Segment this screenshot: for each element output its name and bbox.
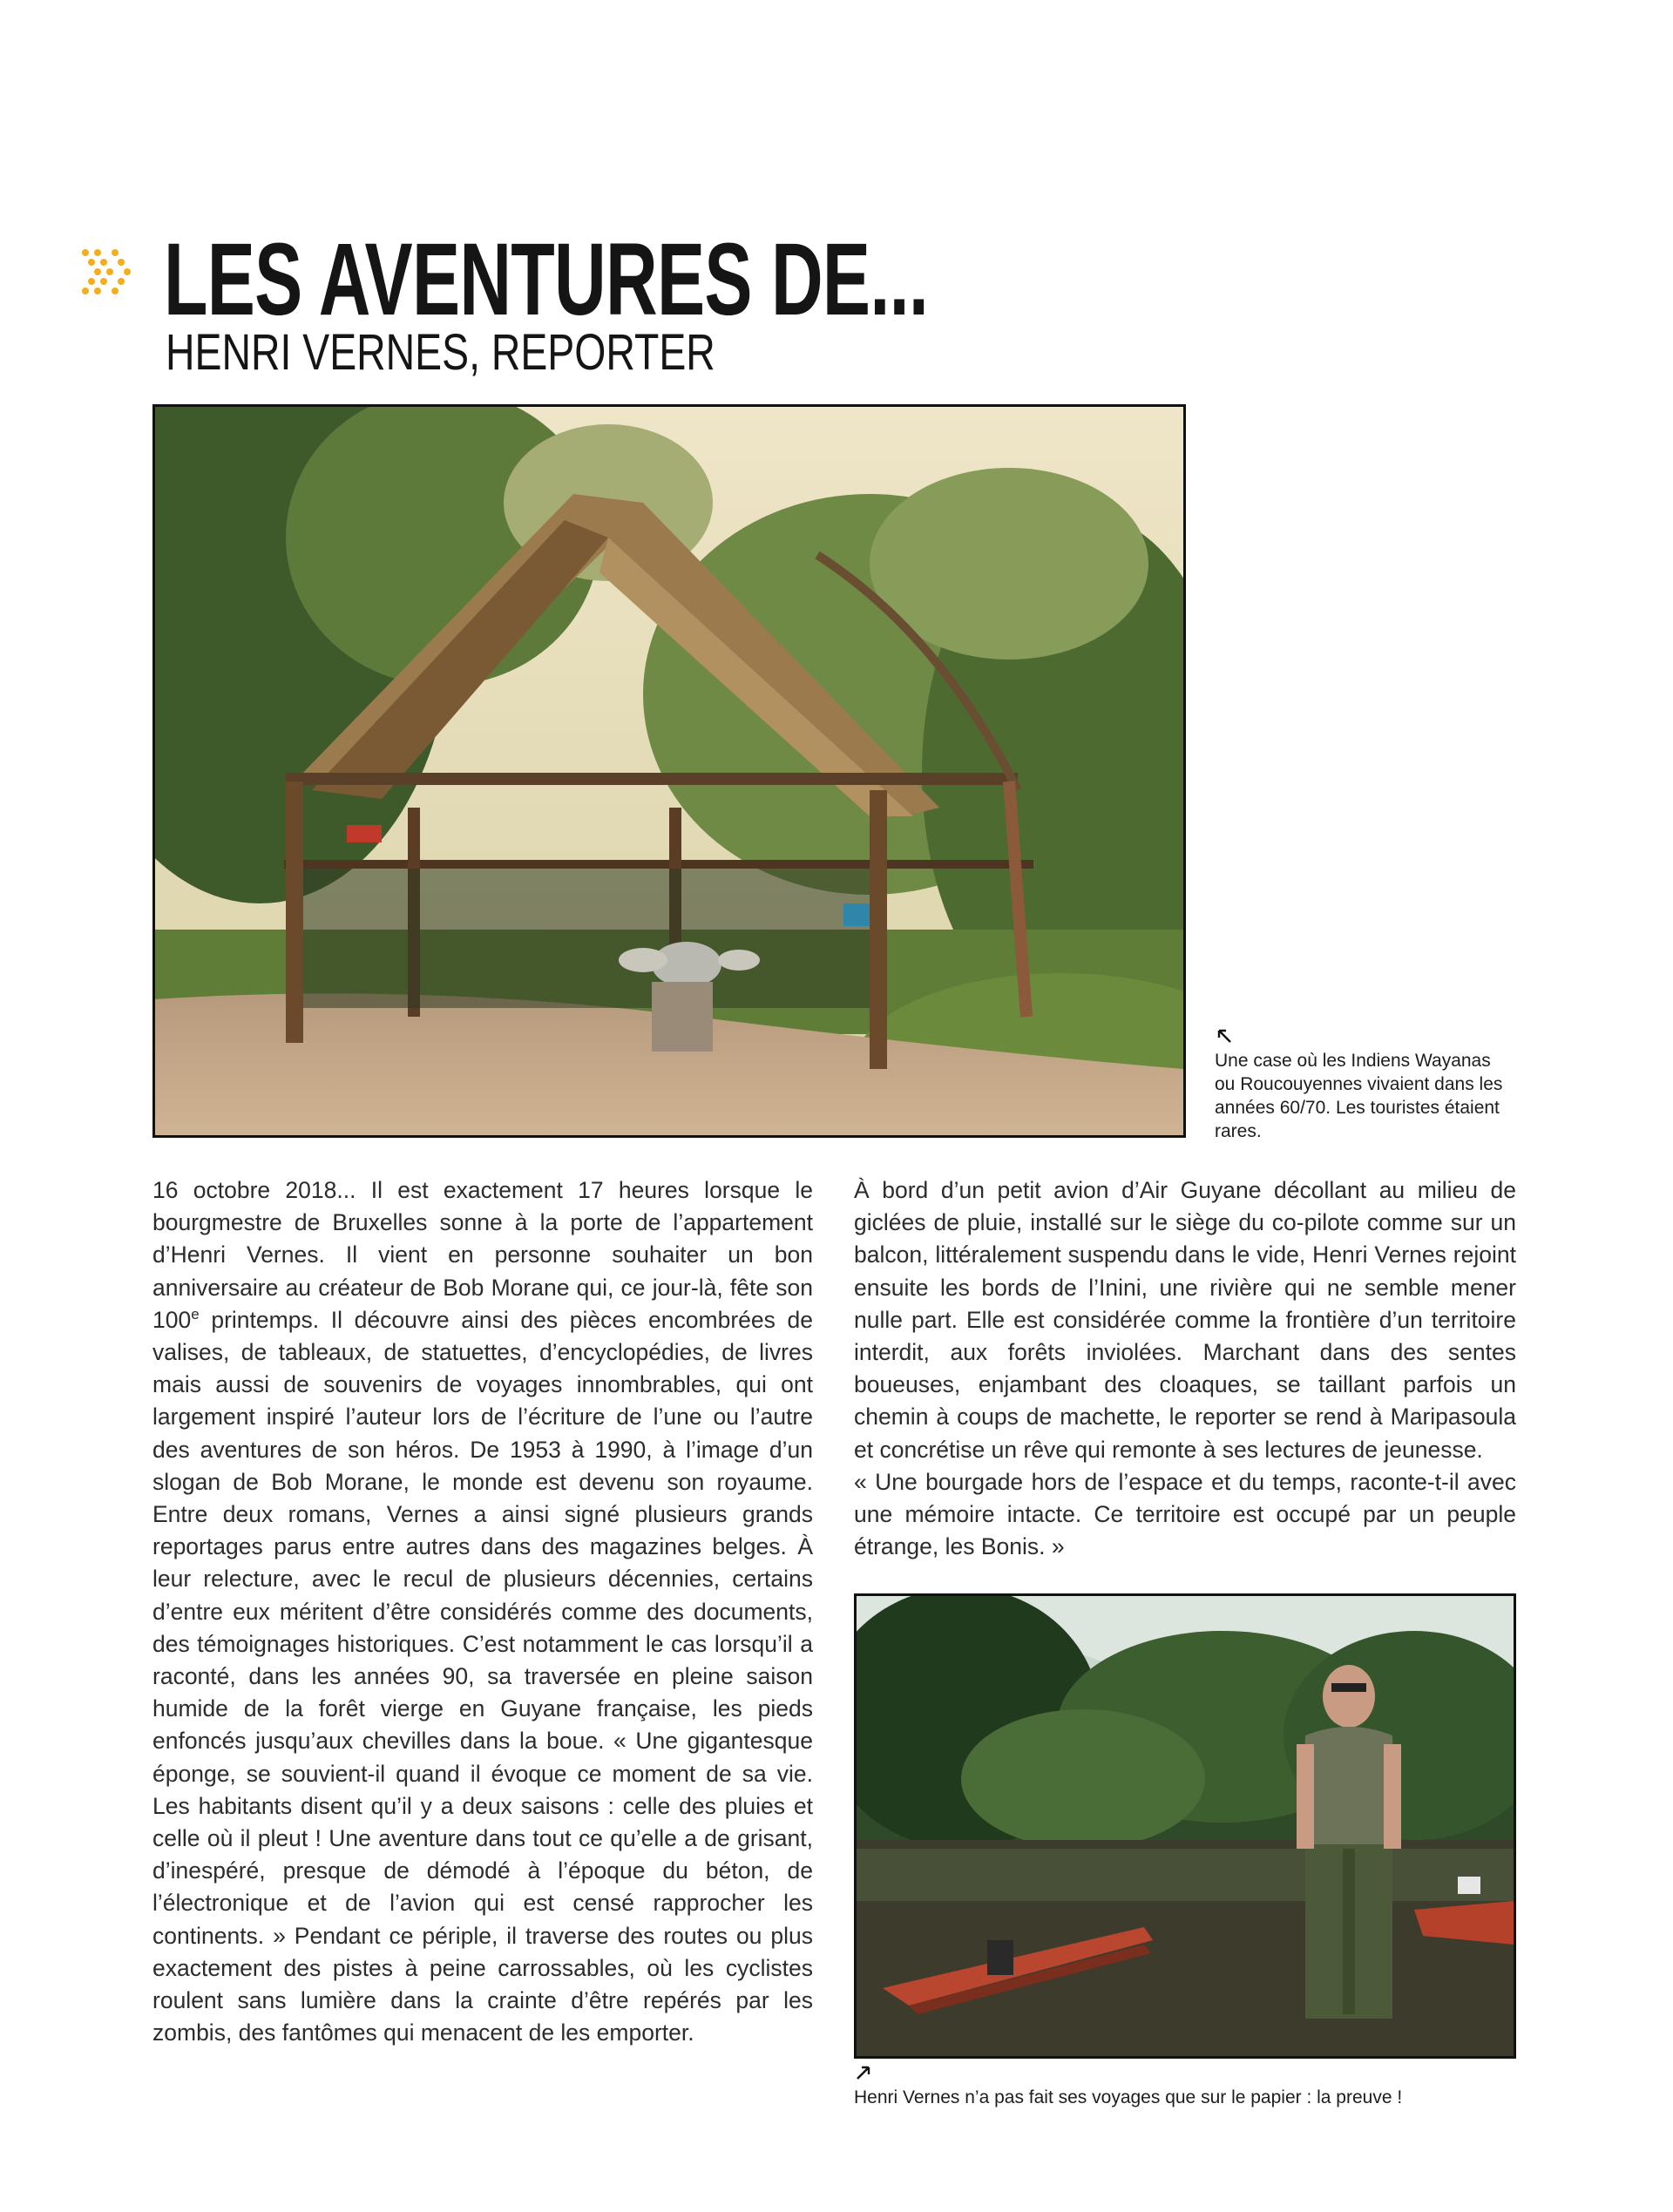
chevron-dots-icon xyxy=(80,246,150,298)
article-column-right xyxy=(854,1174,1516,1563)
article-text-left-2: printemps. Il découvre ainsi des pièces encombrées de valises, de tableaux, de statuettes, d’encyclopédies, de livres mais aussi de souvenirs de voyages innombrables, qui ont largement inspiré l’auteur lors de l’écriture de l’une ou l’autre des aventures de son héros. De 1953 à 1990, à l’image d’un slogan de Bob Morane, le monde est devenu son royaume. Entre deux romans, Vernes a ainsi signé plusieurs grands reportages parus entre autres dans des magazines belges. À leur relecture, avec le recul de plusieurs décennies, certains d’entre eux méritent d’être considérés comme des documents, des témoignages historiques. C’est notamment le cas lorsqu’il a raconté, dans les années 90, sa traversée en pleine saison humide de la forêt vierge en Guyane française, les pieds enfoncés jusqu’aux chevilles dans la boue. « Une gigantesque éponge, se souvient-il quand il évoque ce moment de sa vie. Les habitants disent qu’il y a deux saisons : celle des pluies et celle où il pleut ! Une aventure dans tout ce qu’elle a de grisant, d’inespéré, presque de démodé à l’époque du béton, de l’électronique et de l’avion qui est censé rapprocher les continents. » Pendant ce périple, il traverse des routes ou plus exactement des pistes à peine carrossables, où les cyclistes roulent sans lumière dans la crainte d’être repérés par les zombis, des fantômes qui menacent de les emporter. xyxy=(152,1306,813,2046)
page-subtitle: HENRI VERNES, REPORTER xyxy=(166,324,715,381)
hut-caption-text: Une case où les Indiens Wayanas ou Roucouyennes vivaient dans les années 60/70. Les touristes étaient rares. xyxy=(1215,1051,1503,1141)
ordinal-suffix: e xyxy=(191,1305,200,1322)
hut-photo xyxy=(152,404,1186,1138)
hut-caption xyxy=(1215,1026,1511,1143)
river-photo xyxy=(854,1593,1516,2059)
article-paragraph-right-2: « Une bourgade hors de l’espace et du temps, raconte-t-il avec une mémoire intacte. Ce territoire est occupé par un peuple étrange, les Bonis. » xyxy=(854,1468,1516,1560)
article-paragraph-right-1: À bord d’un petit avion d’Air Guyane décollant au milieu de giclées de pluie, installé sur le siège du co-pilote comme sur un balcon, littéralement suspendu dans le vide, Henri Vernes rejoint ensuite les bords de l’Inini, une rivière qui ne semble mener nulle part. Elle est considérée comme la frontière d’un territoire interdit, aux forêts inviolées. Marchant dans des sentes boueuses, enjambant des cloaques, se taillant parfois un chemin à coups de machette, le reporter se rend à Maripasoula et concrétise un rêve qui remonte à ses lectures de jeunesse. xyxy=(854,1177,1516,1463)
arrow-up-left-icon xyxy=(1215,1026,1234,1045)
river-caption xyxy=(854,2063,1516,2109)
article-text-left-1: 16 octobre 2018... Il est exactement 17 heures lorsque le bourgmestre de Bruxelles sonne à la porte de l’appartement d’Henri Vernes. Il vient en personne souhaiter un bon anniversaire au créateur de Bob Morane qui, ce jour-là, fête son 100 xyxy=(152,1177,813,1333)
river-caption-text: Henri Vernes n’a pas fait ses voyages que sur le papier : la preuve ! xyxy=(854,2087,1403,2107)
article-paragraph-left xyxy=(152,1174,813,2049)
article-column-left xyxy=(152,1174,813,2049)
page-title: LES AVENTURES DE... xyxy=(164,222,929,337)
arrow-up-right-icon xyxy=(854,2063,873,2082)
